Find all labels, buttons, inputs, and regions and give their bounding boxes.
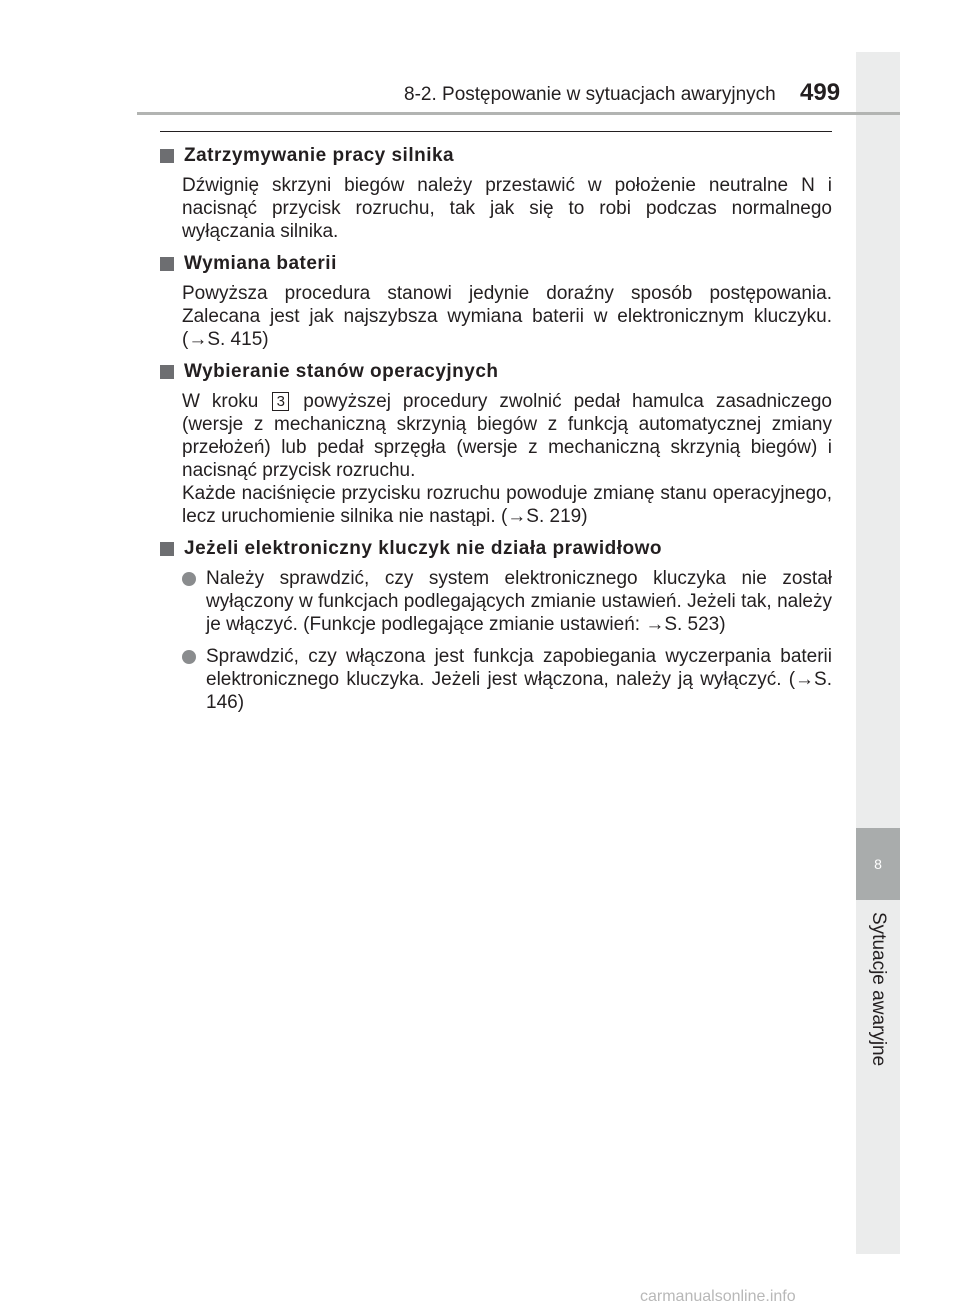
bullet-list — [182, 567, 832, 714]
content-rule — [160, 131, 832, 132]
chapter-number: 8 — [874, 856, 882, 872]
chapter-label: Sytuacje awaryjne — [868, 912, 889, 1067]
list-item-text: Należy sprawdzić, czy system elektronicznego kluczyka nie został wyłączony w funkcjach podlegających zmianie ustawień. Jeżeli tak, należy je włączyć. (Funkcje podlegające zmianie ustawień: →S. 523) — [206, 568, 832, 635]
body-before-step: W kroku — [182, 391, 259, 412]
section-paragraph: Powyższa procedura stanowi jedynie doraźny sposób postępowania. Zalecana jest jak najszybsza wymiana baterii w elektronicznym kluczyku. (→S. 415) — [182, 283, 832, 350]
section-heading-text: Wybieranie stanów operacyjnych — [184, 361, 499, 382]
section-heading — [160, 360, 832, 383]
square-bullet-icon — [160, 542, 174, 556]
step-number-badge: 3 — [272, 392, 289, 411]
list-item — [182, 567, 832, 636]
header-title: 8-2. Postępowanie w sytuacjach awaryjnych — [404, 84, 776, 105]
section-heading — [160, 537, 832, 560]
dot-bullet-icon — [182, 650, 196, 664]
list-item — [182, 645, 832, 714]
header-rule — [137, 112, 900, 115]
section-paragraph — [182, 390, 832, 482]
section-operating-modes — [160, 360, 832, 528]
section-heading-text: Zatrzymywanie pracy silnika — [184, 145, 455, 166]
section-key-malfunction — [160, 537, 832, 714]
dot-bullet-icon — [182, 572, 196, 586]
chapter-tab[interactable] — [856, 828, 900, 900]
section-paragraph-second: Każde naciśnięcie przycisku rozruchu powoduje zmianę stanu operacyjnego, lecz uruchomienie silnika nie nastąpi. (→S. 219) — [182, 483, 832, 527]
section-heading — [160, 252, 832, 275]
square-bullet-icon — [160, 149, 174, 163]
list-item-text: Sprawdzić, czy włączona jest funkcja zapobiegania wyczerpania baterii elektronicznego kluczyka. Jeżeli jest włączona, należy ją wyłączyć. (→S. 146) — [206, 646, 832, 713]
section-stop-engine — [160, 144, 832, 243]
section-paragraph: Dźwignię skrzyni biegów należy przestawić w położenie neutralne N i nacisnąć przycisk rozruchu, tak jak się to robi podczas normalnego wyłączania silnika. — [182, 175, 832, 242]
side-strip — [856, 52, 900, 1254]
section-body — [182, 174, 832, 243]
square-bullet-icon — [160, 365, 174, 379]
section-heading-text: Jeżeli elektroniczny kluczyk nie działa prawidłowo — [184, 538, 662, 559]
section-body — [182, 390, 832, 528]
watermark: carmanualsonline.info — [640, 1288, 796, 1305]
page-content — [160, 144, 832, 723]
section-battery-replacement — [160, 252, 832, 351]
section-heading — [160, 144, 832, 167]
body-after-step: powyższej procedury zwolnić pedał hamulca zasadniczego (wersje z mechaniczną skrzynią biegów z funkcją automatycznej zmiany przełożeń) lub pedał sprzęgła (wersje z mechaniczną skrzynią biegów) i nacisnąć przycisk rozruchu. — [182, 391, 833, 481]
section-body — [182, 282, 832, 351]
page-number: 499 — [800, 79, 841, 106]
square-bullet-icon — [160, 257, 174, 271]
section-heading-text: Wymiana baterii — [184, 253, 337, 274]
